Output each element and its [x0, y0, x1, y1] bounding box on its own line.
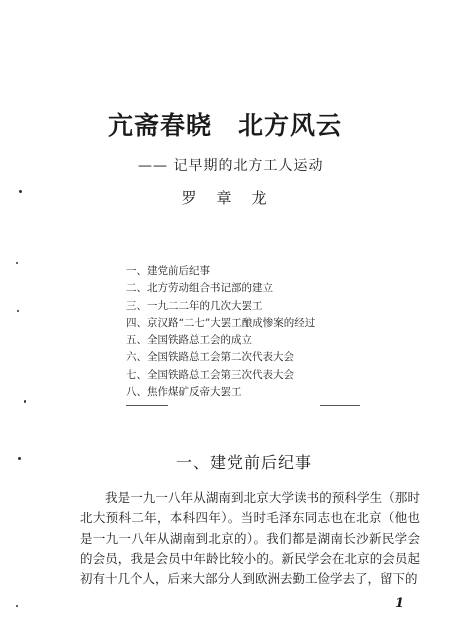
toc-item-3: 三、一九二二年的几次大罢工	[126, 299, 263, 312]
scan-speck	[16, 605, 18, 607]
toc-item-8: 八、焦作煤矿反帝大罢工	[126, 386, 242, 399]
toc-item-6: 六、全国铁路总工会第二次代表大会	[126, 351, 294, 364]
toc-divider-left	[126, 405, 168, 406]
toc-item-5: 五、全国铁路总工会的成立	[126, 334, 252, 347]
body-paragraph: 我是一九一八年从湖南到北京大学读书的预科学生（那时北大预科二年，本科四年）。当时毛泽东同志也在北京（他也是一九一八年从湖南到北京的）。我们都是湖南长沙新民学会的会员，我是会员中年龄比较小的。新民学会在北京的会员起初有十几个人，后来大部分人到欧洲去勤工俭学去了，留下的	[80, 490, 420, 587]
scan-speck	[16, 262, 18, 264]
toc-divider-right	[320, 405, 360, 406]
author-name: 罗章龙	[181, 189, 287, 207]
main-title-part1: 亢斋春晓	[107, 111, 212, 140]
main-title	[0, 106, 450, 142]
subtitle: —— 记早期的北方工人运动	[138, 158, 324, 174]
page-number: 1	[395, 596, 405, 611]
section-heading: 一、建党前后纪事	[176, 453, 313, 472]
toc-item-1: 一、建党前后纪事	[126, 265, 210, 277]
table-of-contents	[126, 263, 315, 401]
body-text	[80, 488, 420, 589]
main-title-part2: 北方风云	[238, 111, 343, 140]
scan-speck	[24, 400, 26, 403]
toc-item-4: 四、京汉路“二七”大罢工酿成惨案的经过	[126, 316, 316, 329]
toc-item-2: 二、北方劳动组合书记部的建立	[126, 282, 273, 295]
scan-speck	[18, 457, 21, 460]
toc-item-7: 七、全国铁路总工会第三次代表大会	[126, 368, 294, 381]
scan-speck	[17, 310, 19, 312]
scan-speck	[19, 190, 22, 193]
